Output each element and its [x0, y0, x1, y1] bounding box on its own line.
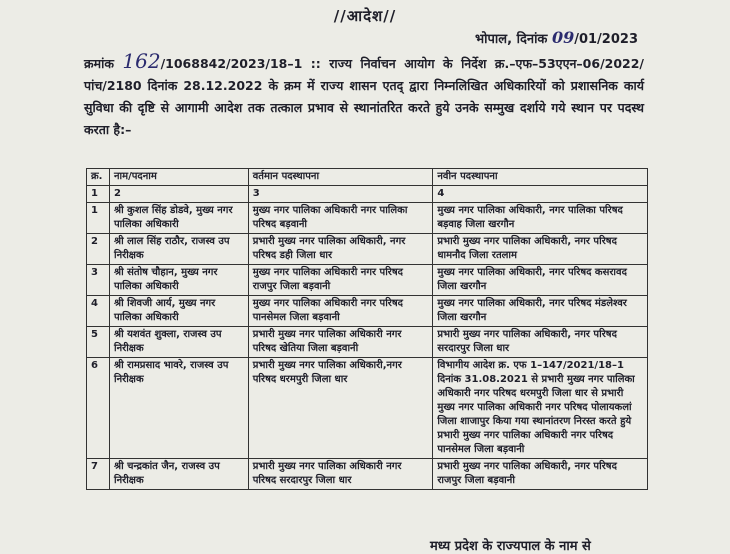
cell-new: प्रभारी मुख्य नगर पालिका अधिकारी, नगर परिषद सरदारपुर जिला धार	[433, 327, 648, 358]
col-number: 2	[109, 186, 248, 203]
cell-new: प्रभारी मुख्य नगर पालिका अधिकारी, नगर परिषद राजपुर जिला बड़वानी	[433, 459, 648, 490]
table-row	[87, 203, 648, 234]
transfer-table	[86, 168, 648, 490]
cell-current: प्रभारी मुख्य नगर पालिका अधिकारी नगर परिषद सरदारपुर जिला धार	[248, 459, 433, 490]
cell-current: प्रभारी मुख्य नगर पालिका अधिकारी नगर परिषद खेतिया जिला बड़वानी	[248, 327, 433, 358]
table-row	[87, 327, 648, 358]
date-line	[475, 28, 638, 47]
cell-new: प्रभारी मुख्य नगर पालिका अधिकारी, नगर परिषद धामनौद जिला रतलाम	[433, 234, 648, 265]
cell-serial: 6	[87, 358, 110, 459]
cell-serial: 3	[87, 265, 110, 296]
header-current-posting: वर्तमान पदस्थापना	[248, 169, 433, 186]
table-row	[87, 234, 648, 265]
order-paragraph	[84, 50, 644, 141]
cell-new: मुख्य नगर पालिका अधिकारी, नगर परिषद मंडलेश्वर जिला खरगौन	[433, 296, 648, 327]
cell-serial: 7	[87, 459, 110, 490]
cell-name: श्री संतोष चौहान, मुख्य नगर पालिका अधिकारी	[109, 265, 248, 296]
footer-governor-line: मध्य प्रदेश के राज्यपाल के नाम से	[430, 539, 591, 554]
cell-name: श्री लाल सिंह राठौर, राजस्व उप निरीक्षक	[109, 234, 248, 265]
header-name: नाम/पदनाम	[109, 169, 248, 186]
cell-current: मुख्य नगर पालिका अधिकारी नगर परिषद पानसेमल जिला बड़वानी	[248, 296, 433, 327]
cell-name: श्री यशवंत शुक्ला, राजस्व उप निरीक्षक	[109, 327, 248, 358]
ref-number-handwritten: 162	[122, 49, 161, 73]
header-new-posting: नवीन पदस्थापना	[433, 169, 648, 186]
ref-prefix: क्रमांक	[84, 56, 114, 71]
table-header-row	[87, 169, 648, 186]
document-title: //आदेश//	[333, 7, 397, 25]
cell-new: मुख्य नगर पालिका अधिकारी, नगर पालिका परिषद बड़वाह जिला खरगौन	[433, 203, 648, 234]
date-day-handwritten: 09	[551, 28, 575, 47]
date-month-year: /01/2023	[574, 32, 638, 47]
table-row	[87, 296, 648, 327]
cell-name: श्री कुशल सिंह डोडवे, मुख्य नगर पालिका अधिकारी	[109, 203, 248, 234]
cell-current: प्रभारी मुख्य नगर पालिका अधिकारी,नगर परिषद धरमपुरी जिला धार	[248, 358, 433, 459]
cell-current: प्रभारी मुख्य नगर पालिका अधिकारी, नगर परिषद डही जिला धार	[248, 234, 433, 265]
column-number-row	[87, 186, 648, 203]
cell-new: विभागीय आदेश क्र. एफ 1–147/2021/18–1 दिनांक 31.08.2021 से प्रभारी मुख्य नगर पालिका अधिकारी नगर परिषद धरमपुरी जिला धार से प्रभारी मुख्य नगर पालिका अधिकारी नगर परिषद पोलायकलां जिला शाजापुर किया गया स्थानांतरण निरस्त करते हुये प्रभारी मुख्य नगर पालिका अधिकारी नगर परिषद पानसेमल जिला बड़वानी	[433, 358, 648, 459]
cell-name: श्री शिवजी आर्य, मुख्य नगर पालिका अधिकारी	[109, 296, 248, 327]
col-number: 3	[248, 186, 433, 203]
cell-current: मुख्य नगर पालिका अधिकारी नगर परिषद राजपुर जिला बड़वानी	[248, 265, 433, 296]
cell-new: मुख्य नगर पालिका अधिकारी, नगर परिषद कसरावद जिला खरगौन	[433, 265, 648, 296]
date-label: भोपाल, दिनांक	[475, 32, 548, 47]
col-number: 4	[433, 186, 648, 203]
order-text: /1068842/2023/18–1 :: राज्य निर्वाचन आयोग के निर्देश क्र.–एफ–53एएन–06/2022/पांच/2180 दिनांक 28.12.2022 के क्रम में राज्य शासन एतद् द्वारा निम्नलिखित अधिकारियों को प्रशासनिक कार्य सुविधा की दृष्टि से आगामी आदेश तक तत्काल प्रभाव से स्थानांतरित करते हुये उनके सम्मुख दर्शाये गये स्थान पर पदस्थ करता है:–	[84, 56, 644, 137]
table-row	[87, 358, 648, 459]
cell-serial: 1	[87, 203, 110, 234]
cell-name: श्री चन्द्रकांत जैन, राजस्व उप निरीक्षक	[109, 459, 248, 490]
cell-name: श्री रामप्रसाद भावरे, राजस्व उप निरीक्षक	[109, 358, 248, 459]
table-row	[87, 265, 648, 296]
cell-current: मुख्य नगर पालिका अधिकारी नगर पालिका परिषद बड़वानी	[248, 203, 433, 234]
table-row	[87, 459, 648, 490]
cell-serial: 5	[87, 327, 110, 358]
col-number: 1	[87, 186, 110, 203]
cell-serial: 2	[87, 234, 110, 265]
header-serial: क्र.	[87, 169, 110, 186]
cell-serial: 4	[87, 296, 110, 327]
